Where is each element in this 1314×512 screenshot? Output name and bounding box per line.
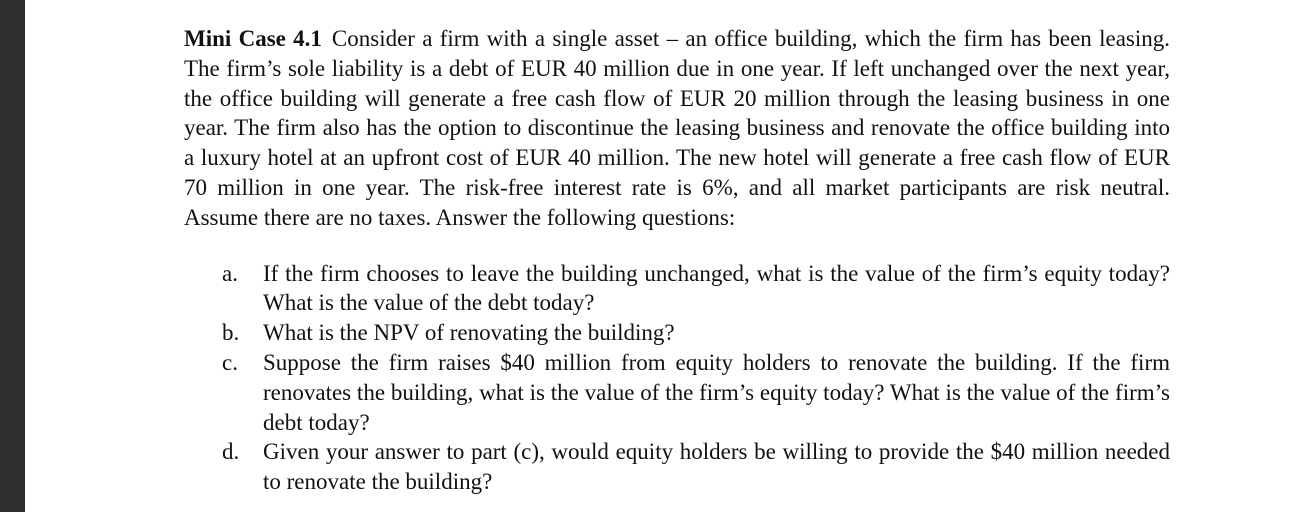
question-text: Suppose the firm raises $40 million from equity holders to renovate the building. If the firm renovates the building, what is the value of the firm’s equity today? What is the value of the firm’s debt today? — [263, 349, 1170, 435]
question-label: b. — [222, 320, 240, 346]
case-body: Consider a firm with a single asset – an office building, which the firm has been leasing. The firm’s sole liability is a debt of EUR 40 million due in one year. If left unchanged over the next year, the office building will generate a free cash flow of EUR 20 million through the leasing business in one year. The firm also has the option to discontinue the leasing business and renovate the office building into a luxury hotel at an upfront cost of EUR 40 million. The new hotel will generate a free cash flow of EUR 70 million in one year. The risk-free interest rate is 6%, and all market participants are risk neutral. Assume there are no taxes. Answer the following questions: — [184, 26, 1170, 230]
left-edge-bar — [0, 0, 25, 512]
case-intro-paragraph — [184, 24, 1170, 233]
question-text: What is the NPV of renovating the building? — [263, 320, 675, 346]
question-label: d. — [222, 439, 240, 465]
case-title: Mini Case 4.1 — [184, 26, 322, 51]
question-text: If the firm chooses to leave the building unchanged, what is the value of the firm’s equity today? What is the value of the debt today? — [263, 260, 1170, 316]
question-label: a. — [222, 260, 238, 286]
question-text: Given your answer to part (c), would equity holders be willing to provide the $40 million needed to renovate the building? — [263, 439, 1170, 495]
mini-case-content — [184, 24, 1170, 497]
question-label: c. — [222, 349, 238, 375]
question-d — [184, 437, 1170, 497]
question-c — [184, 348, 1170, 437]
question-a — [184, 259, 1170, 319]
question-b — [184, 318, 1170, 348]
question-list — [184, 259, 1170, 497]
